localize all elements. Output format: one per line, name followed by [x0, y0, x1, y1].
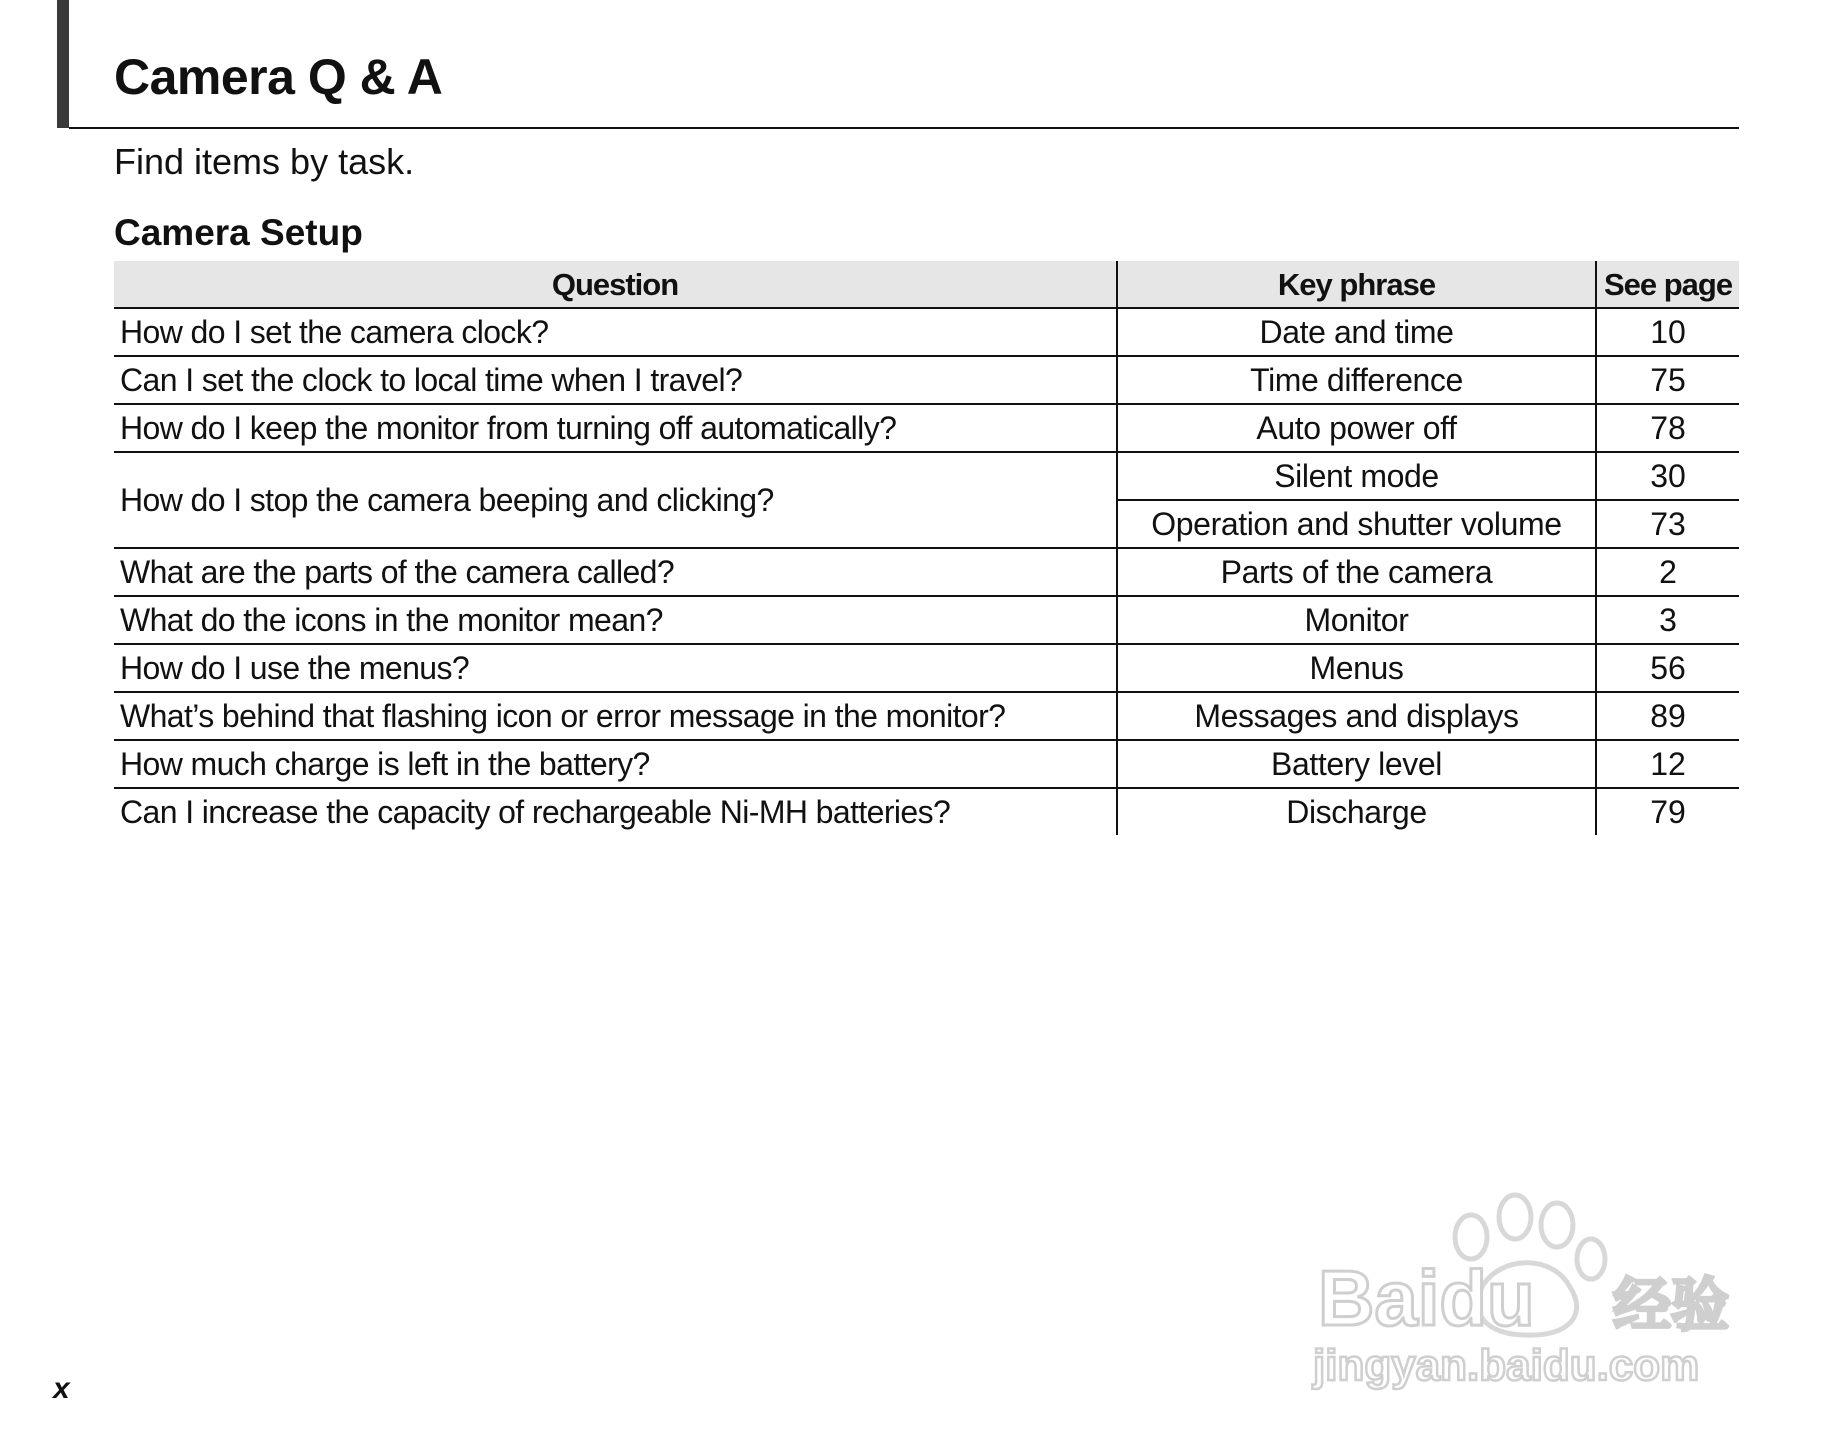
qa-table: [114, 261, 1739, 835]
table-body: [114, 308, 1739, 835]
column-header-key-phrase: Key phrase: [1117, 261, 1596, 308]
page-number: x: [53, 1372, 70, 1405]
question-cell: What do the icons in the monitor mean?: [114, 596, 1117, 644]
watermark-url: jingyan.baidu.com: [1313, 1341, 1700, 1390]
page-cell: 56: [1596, 644, 1739, 692]
key-phrase-cell: Monitor: [1117, 596, 1596, 644]
table-row: [114, 740, 1739, 788]
question-cell: How do I keep the monitor from turning off automatically?: [114, 404, 1117, 452]
page-subtitle: Find items by task.: [114, 141, 415, 182]
table-row: [114, 308, 1739, 356]
table-row: [114, 452, 1739, 500]
table-row: [114, 644, 1739, 692]
table-row: [114, 356, 1739, 404]
key-phrase-cell: Battery level: [1117, 740, 1596, 788]
page-cell: 30: [1596, 452, 1739, 500]
table-row: [114, 788, 1739, 835]
question-cell: How do I set the camera clock?: [114, 308, 1117, 356]
column-header-see-page: See page: [1596, 261, 1739, 308]
key-phrase-cell: Date and time: [1117, 308, 1596, 356]
page-cell: 73: [1596, 500, 1739, 548]
key-phrase-cell: Discharge: [1117, 788, 1596, 835]
key-phrase-cell: Auto power off: [1117, 404, 1596, 452]
table-row: [114, 548, 1739, 596]
question-cell: What are the parts of the camera called?: [114, 548, 1117, 596]
key-phrase-cell: Menus: [1117, 644, 1596, 692]
question-cell: How do I stop the camera beeping and clicking?: [114, 452, 1117, 548]
page-cell: 10: [1596, 308, 1739, 356]
section-heading: Camera Setup: [114, 212, 363, 253]
watermark-brand: Baidu: [1318, 1254, 1535, 1342]
page-cell: 2: [1596, 548, 1739, 596]
column-header-question: Question: [114, 261, 1117, 308]
baidu-watermark: [1308, 1175, 1738, 1395]
page-cell: 75: [1596, 356, 1739, 404]
page-cell: 78: [1596, 404, 1739, 452]
key-phrase-cell: Time difference: [1117, 356, 1596, 404]
question-cell: Can I set the clock to local time when I travel?: [114, 356, 1117, 404]
question-cell: How do I use the menus?: [114, 644, 1117, 692]
question-cell: What’s behind that flashing icon or error message in the monitor?: [114, 692, 1117, 740]
page-cell: 79: [1596, 788, 1739, 835]
key-phrase-cell: Parts of the camera: [1117, 548, 1596, 596]
key-phrase-cell: Messages and displays: [1117, 692, 1596, 740]
question-cell: How much charge is left in the battery?: [114, 740, 1117, 788]
title-accent-bar: [57, 0, 69, 128]
question-cell: Can I increase the capacity of rechargeable Ni-MH batteries?: [120, 794, 951, 830]
page-cell: 3: [1596, 596, 1739, 644]
watermark-brand-suffix: 经验: [1613, 1271, 1730, 1339]
table-row: [114, 596, 1739, 644]
title-rule: [69, 127, 1739, 129]
table-row: [114, 692, 1739, 740]
key-phrase-cell: Silent mode: [1117, 452, 1596, 500]
table-header-row: [114, 261, 1739, 308]
key-phrase-cell: Operation and shutter volume: [1117, 500, 1596, 548]
table-row: [114, 404, 1739, 452]
page-cell: 12: [1596, 740, 1739, 788]
page-cell: 89: [1596, 692, 1739, 740]
page-title: Camera Q & A: [114, 49, 443, 105]
